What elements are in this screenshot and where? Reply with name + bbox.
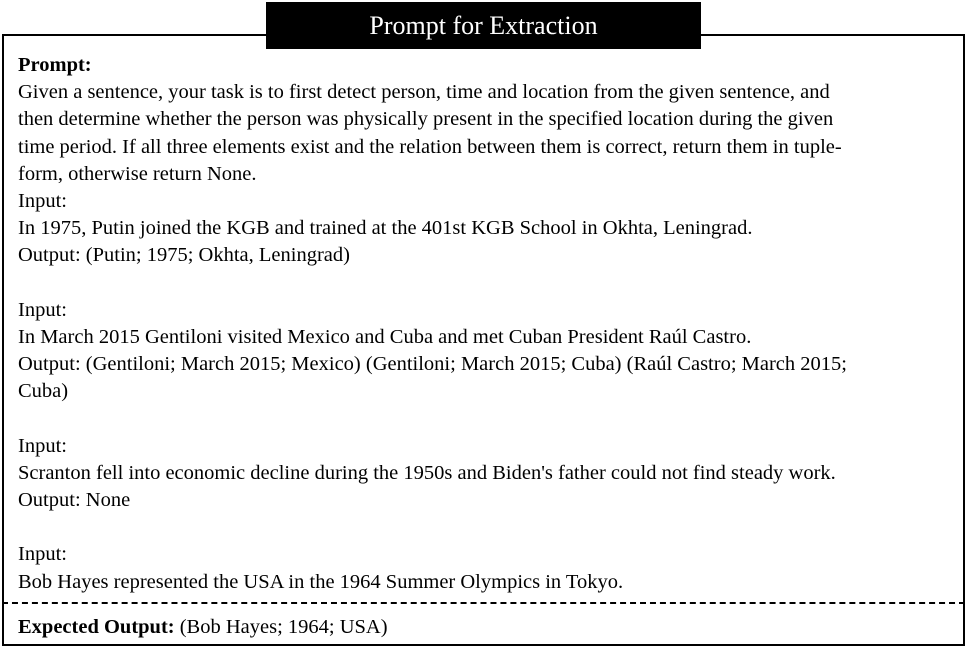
instruction-line: Given a sentence, your task is to first detect person, time and location from the given sentence, and (18, 81, 830, 104)
example-2-input-label: Input: (18, 298, 67, 321)
prompt-content (18, 52, 953, 596)
expected-output (18, 614, 388, 641)
example-1-output: Output: (Putin; 1975; Okhta, Leningrad) (18, 244, 350, 267)
prompt-label: Prompt: (18, 54, 92, 76)
query-input-label: Input: (18, 543, 67, 566)
expected-output-label: Expected Output: (18, 616, 175, 638)
instruction-line: then determine whether the person was physically present in the specified location during the given (18, 108, 834, 131)
panel-title-text: Prompt for Extraction (369, 10, 598, 40)
instruction-line: form, otherwise return None. (18, 162, 257, 185)
example-1-input-label: Input: (18, 189, 67, 212)
dashed-divider (2, 602, 965, 604)
example-3-input-text: Scranton fell into economic decline during the 1950s and Biden's father could not find steady work. (18, 461, 836, 484)
instruction-line: time period. If all three elements exist and the relation between them is correct, return them in tuple- (18, 135, 842, 158)
example-3-input-label: Input: (18, 434, 67, 457)
panel-title (266, 2, 701, 49)
spacer (18, 270, 953, 297)
spacer (18, 405, 953, 432)
example-3-output: Output: None (18, 489, 131, 511)
example-2-output-continued: Cuba) (18, 380, 69, 403)
example-2-output: Output: (Gentiloni; March 2015; Mexico) (Gentiloni; March 2015; Cuba) (Raúl Castro; March 2015; (18, 353, 847, 376)
example-1-input-text: In 1975, Putin joined the KGB and trained at the 401st KGB School in Okhta, Leningrad. (18, 217, 753, 240)
spacer (18, 514, 953, 541)
query-input-text: Bob Hayes represented the USA in the 1964 Summer Olympics in Tokyo. (18, 570, 624, 593)
expected-output-value: (Bob Hayes; 1964; USA) (174, 616, 388, 638)
example-2-input-text: In March 2015 Gentiloni visited Mexico and Cuba and met Cuban President Raúl Castro. (18, 325, 752, 348)
